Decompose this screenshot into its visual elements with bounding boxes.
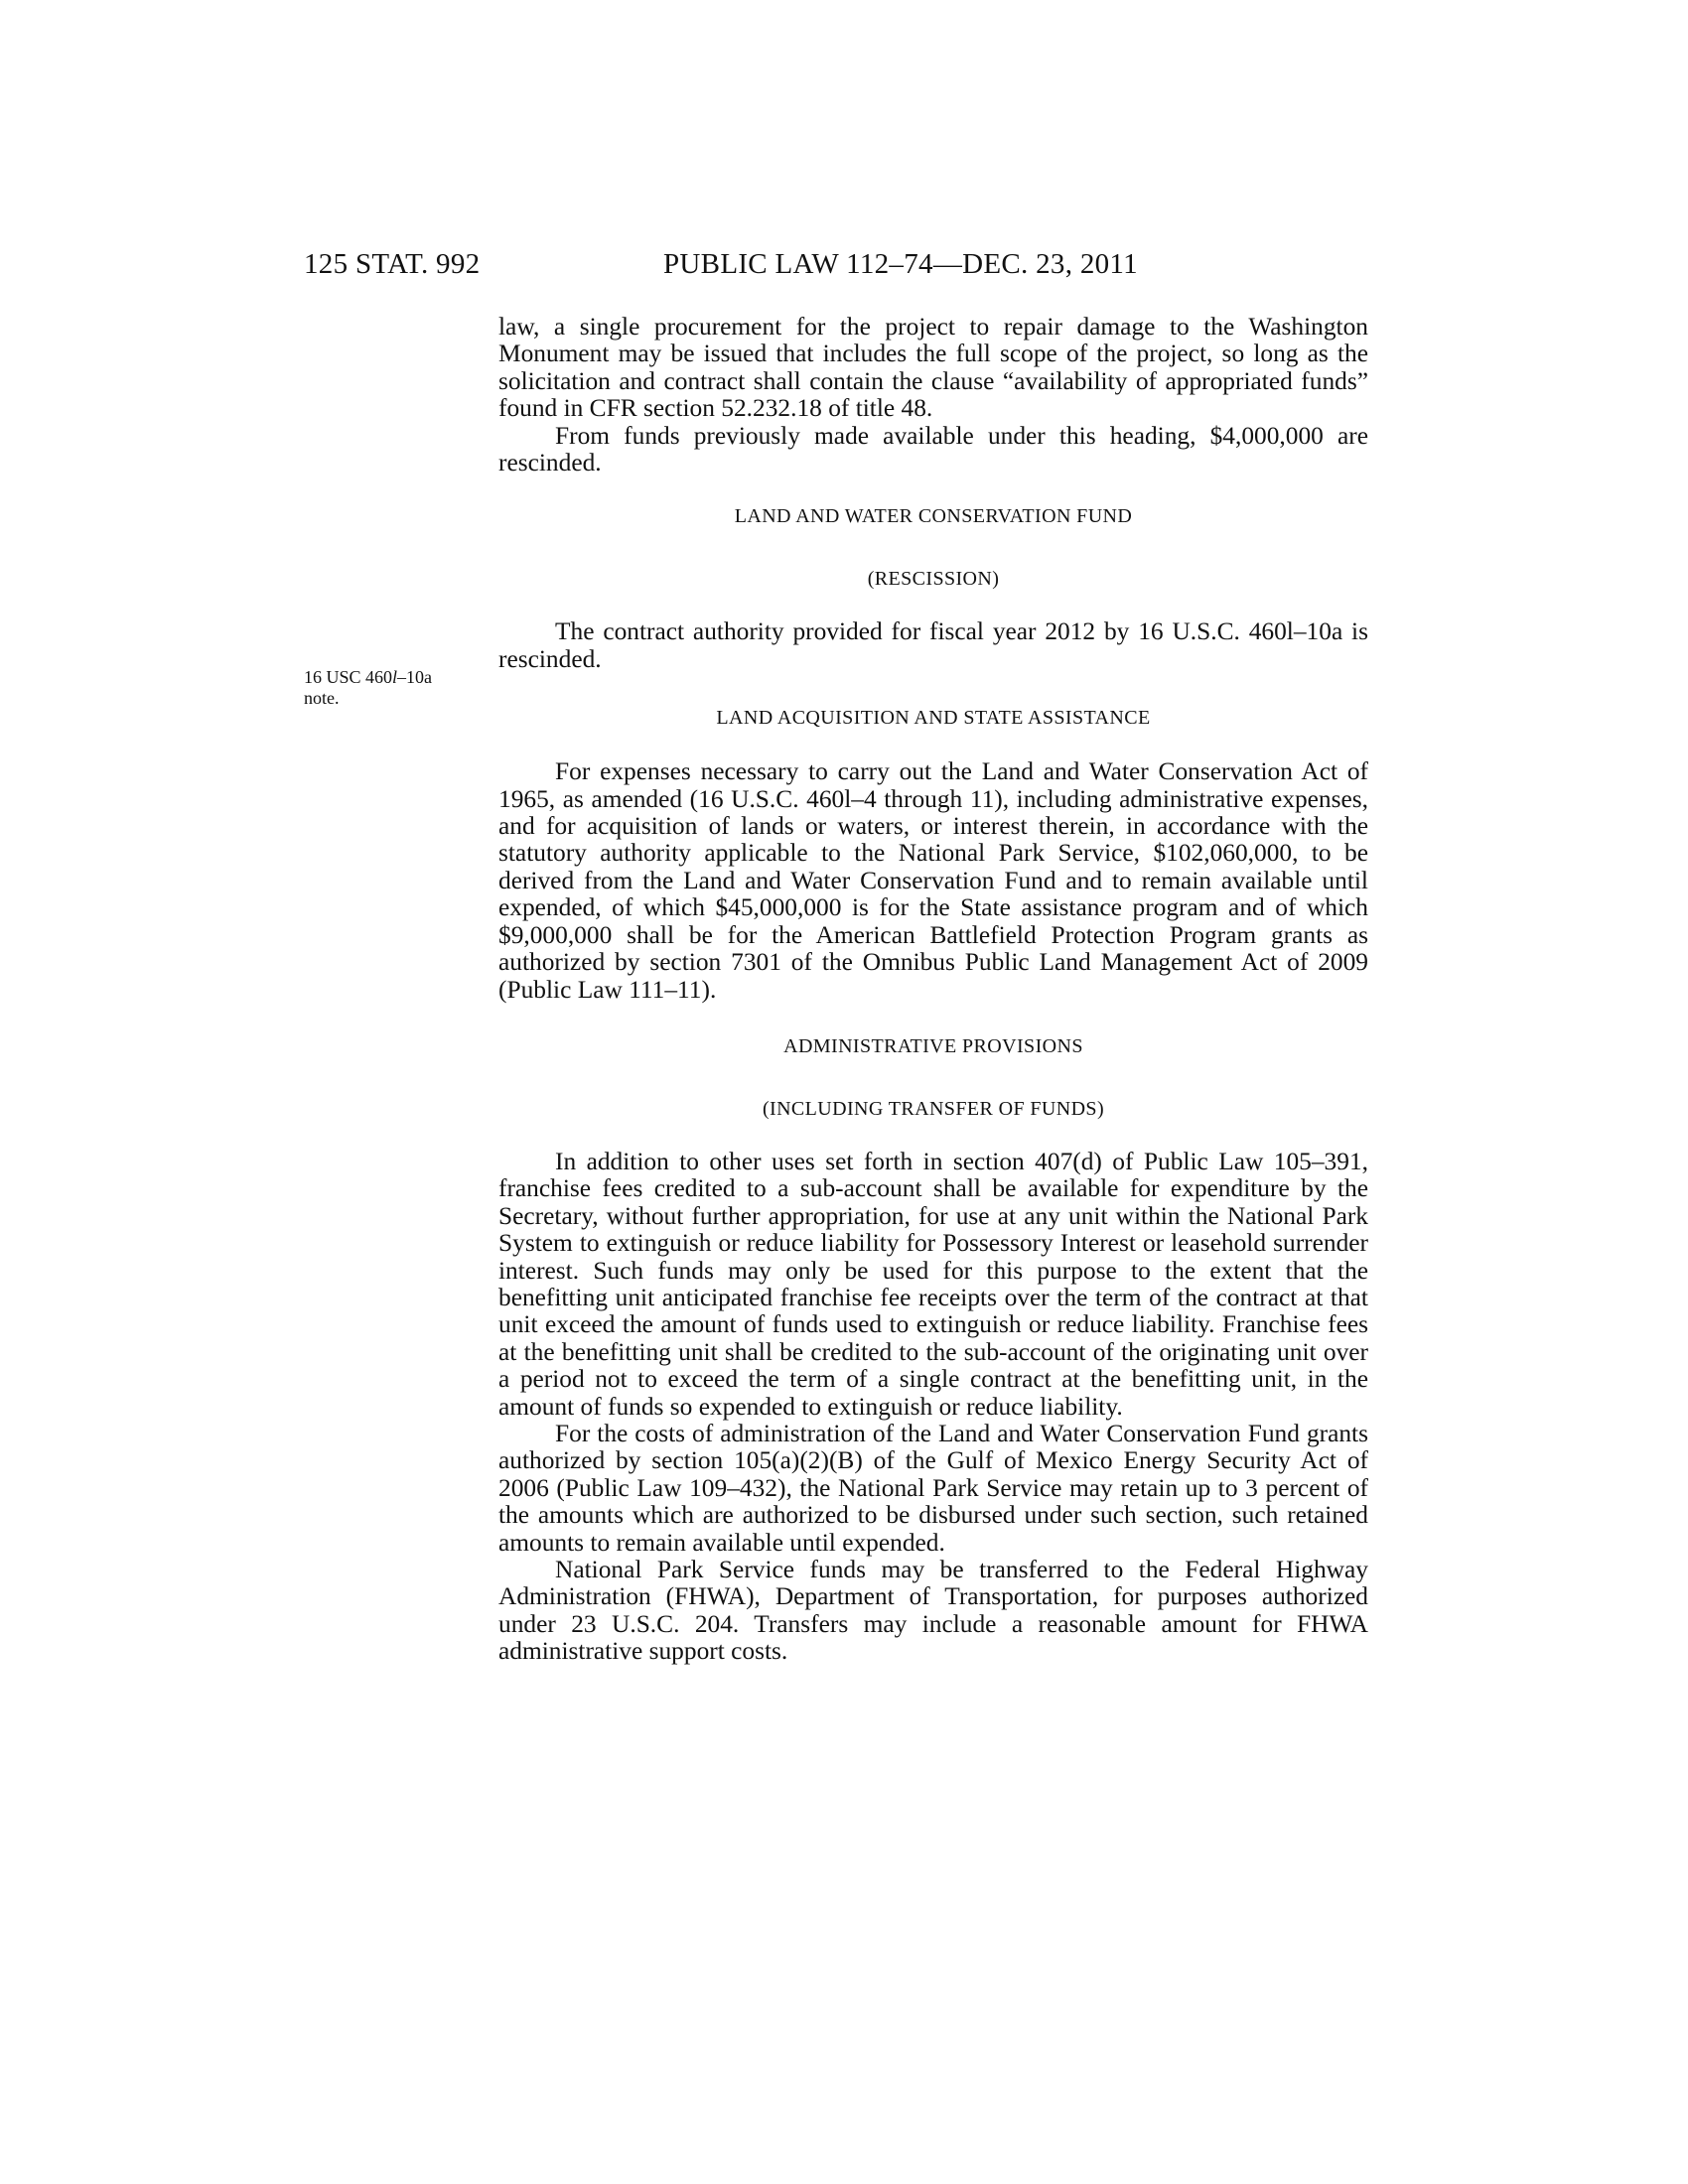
intro-paragraph: law, a single procurement for the project to repair damage to the Washington Monument may be issued that includes the full scope of the project, so long as the solicitation and contract shall contain the clause “availability of appropriated funds” found in CFR section 52.232.18 of title 48. [498,313,1368,423]
fhwa-transfer-paragraph: National Park Service funds may be transferred to the Federal Highway Administration (FHWA), Department of Transportation, for purposes authorized under 23 U.S.C. 204. Transfers may include a reasonable amount for FHWA administrative support costs. [498,1556,1368,1666]
land-acquisition-paragraph: For expenses necessary to carry out the Land and Water Conservation Act of 1965, as amended (16 U.S.C. 460l–4 through 11), including administrative expenses, and for acquisition of lands or waters, or interest therein, in accordance with the statutory authority applicable to the National Park Service, $102,060,000, to be derived from the Land and Water Conservation Fund and to remain available until expended, of which $45,000,000 is for the State assistance program and of which $9,000,000 shall be for the American Battlefield Protection Program grants as authorized by section 7301 of the Omnibus Public Land Management Act of 2009 (Public Law 111–11). [498,757,1368,1004]
body-text-column [498,314,1368,1666]
section-heading-lwcf: LAND AND WATER CONSERVATION FUND [734,505,1133,528]
section-subheading-rescission: (RESCISSION) [867,568,1000,591]
administration-costs-paragraph: For the costs of administration of the Land and Water Conservation Fund grants authorized by section 105(a)(2)(B) of the Gulf of Mexico Energy Security Act of 2006 (Public Law 109–432), the National Park Service may retain up to 3 percent of the amounts which are authorized to be disbursed under such section, such retained amounts to remain available until expended. [498,1419,1368,1557]
rescission-paragraph: From funds previously made available under this heading, $4,000,000 are rescinded. [498,421,1368,478]
statute-reference: 125 STAT. 992 [304,248,481,280]
section-subheading-transfer-of-funds: (INCLUDING TRANSFER OF FUNDS) [762,1097,1105,1120]
margin-note [304,667,483,709]
margin-note-label: note. [304,688,340,708]
lwcf-paragraph: The contract authority provided for fiscal year 2012 by 16 U.S.C. 460l–10a is rescinded. [498,617,1368,673]
margin-note-citation: 16 USC 460l–10a [304,667,433,687]
law-title: PUBLIC LAW 112–74—DEC. 23, 2011 [663,248,1138,280]
section-heading-land-acquisition: LAND ACQUISITION AND STATE ASSISTANCE [716,707,1151,730]
franchise-fees-paragraph: In addition to other uses set forth in section 407(d) of Public Law 105–391, franchise fees credited to a sub-account shall be available for expenditure by the Secretary, without further appropriation, for use at any unit within the National Park System to extinguish or reduce liability for Possessory Interest or leasehold surrender interest. Such funds may only be used for this purpose to the extent that the benefitting unit anticipated franchise fee receipts over the term of the contract at that unit exceed the amount of funds used to extinguish or reduce liability. Franchise fees at the benefitting unit shall be credited to the sub-account of the originating unit over a period not to exceed the term of a single contract at the benefitting unit, in the amount of funds so expended to extinguish or reduce liability. [498,1147,1368,1421]
running-header [304,248,1368,288]
section-heading-administrative-provisions: ADMINISTRATIVE PROVISIONS [783,1034,1083,1057]
